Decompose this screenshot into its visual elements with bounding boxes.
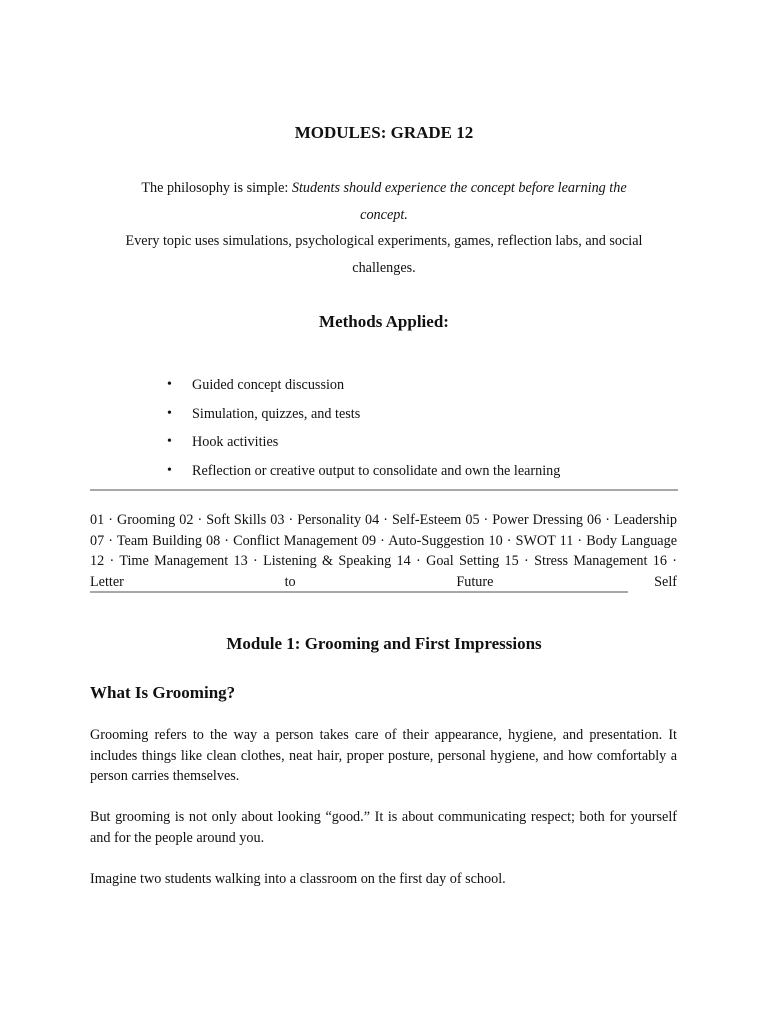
body-paragraph: Grooming refers to the way a person takes care of their appearance, hygiene, and presentation. It includes things like clean clothes, neat hair, proper posture, personal hygiene, and how comfortably a person carries themselves. <box>90 727 677 784</box>
bullet-icon: • <box>167 377 172 392</box>
methods-heading: Methods Applied: <box>319 312 449 331</box>
intro-emphasis: Students should experience the concept before learning the concept. <box>291 180 627 223</box>
list-item-text: Guided concept discussion <box>192 377 345 393</box>
module-heading: Module 1: Grooming and First Impressions <box>226 634 542 653</box>
list-item <box>164 457 684 486</box>
list-item <box>164 428 684 457</box>
bullet-icon: • <box>167 462 172 478</box>
body-paragraph: Imagine two students walking into a classroom on the first day of school. <box>90 871 506 887</box>
page-title: MODULES: GRADE 12 <box>294 123 474 142</box>
intro-lead: The philosophy is simple: <box>141 180 292 196</box>
bullet-icon: • <box>167 405 172 421</box>
bullet-icon: • <box>167 434 172 449</box>
divider-top <box>90 489 678 491</box>
module-index: 01 · Grooming 02 · Soft Skills 03 · Personality 04 · Self-Esteem 05 · Power Dressing 06 · Leadership 07 · Team Building 08 · Conflict Management 09 · Auto-Suggestion 10 · SWOT 11 · Body Language 12 · Time Management 13 · Listening & Speaking 14 · Goal Setting 15 · Stress Management 16 · Letter to Future Self <box>90 512 677 590</box>
list-item-text: Hook activities <box>192 434 279 450</box>
list-item <box>164 371 684 400</box>
divider-bottom <box>90 591 628 593</box>
intro-paragraph <box>118 175 650 281</box>
list-item <box>164 400 684 429</box>
intro-second-line: Every topic uses simulations, psychological experiments, games, reflection labs, and social challenges. <box>125 233 643 276</box>
list-item-text: Simulation, quizzes, and tests <box>192 405 361 422</box>
methods-list <box>164 371 684 485</box>
body-paragraph: But grooming is not only about looking “good.” It is about communicating respect; both for yourself and for the people around you. <box>90 809 677 846</box>
list-item-text: Reflection or creative output to consolidate and own the learning <box>192 462 561 479</box>
section-heading: What Is Grooming? <box>90 683 236 702</box>
